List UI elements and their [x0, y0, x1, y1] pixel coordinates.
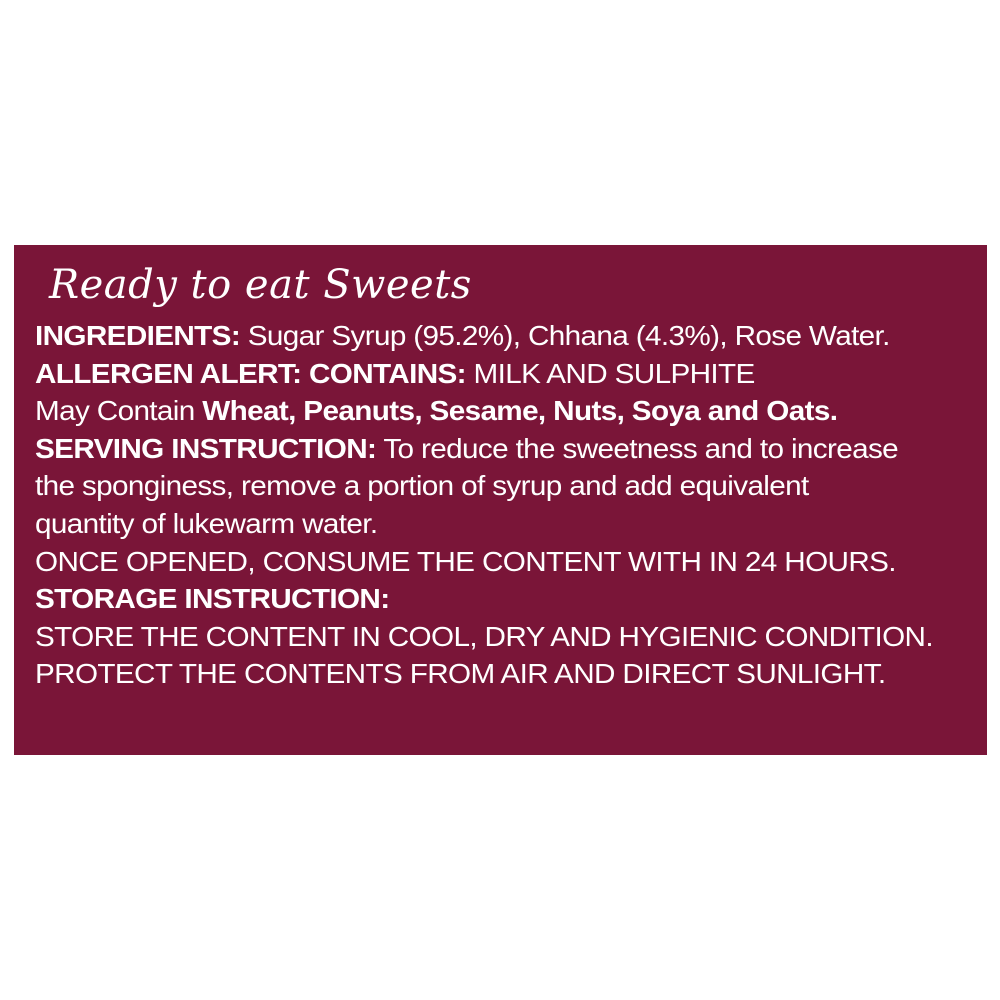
ingredients-heading: INGREDIENTS: [35, 320, 241, 351]
serving-line-1 [35, 430, 987, 468]
label-title: Ready to eat Sweets [49, 262, 472, 308]
storage-line-2: PROTECT THE CONTENTS FROM AIR AND DIRECT SUNLIGHT. [35, 658, 886, 690]
serving-line-4: ONCE OPENED, CONSUME THE CONTENT WITH IN 24 HOURS. [35, 545, 896, 577]
allergen-text: MILK AND SULPHITE [465, 357, 755, 389]
serving-heading: SERVING INSTRUCTION: [35, 432, 377, 464]
storage-heading-line [35, 580, 987, 618]
ingredients-line [35, 317, 987, 355]
label-body [35, 317, 987, 693]
label-panel [14, 245, 987, 755]
may-contain-items: Wheat, Peanuts, Sesame, Nuts, Soya and Oats. [202, 395, 838, 427]
allergen-heading: ALLERGEN ALERT: CONTAINS: [35, 357, 466, 389]
serving-text-1: To reduce the sweetness and to increase [376, 432, 899, 464]
allergen-line [35, 355, 987, 393]
may-contain-prefix: May Contain [35, 395, 203, 427]
storage-line-1: STORE THE CONTENT IN COOL, DRY AND HYGIENIC CONDITION. [35, 620, 933, 652]
may-contain-line [35, 392, 987, 430]
storage-heading: STORAGE INSTRUCTION: [35, 583, 390, 615]
ingredients-text: Sugar Syrup (95.2%), Chhana (4.3%), Rose Water. [240, 320, 890, 351]
serving-line-2: the sponginess, remove a portion of syrup and add equivalent [35, 470, 809, 502]
serving-line-3: quantity of lukewarm water. [35, 507, 378, 539]
